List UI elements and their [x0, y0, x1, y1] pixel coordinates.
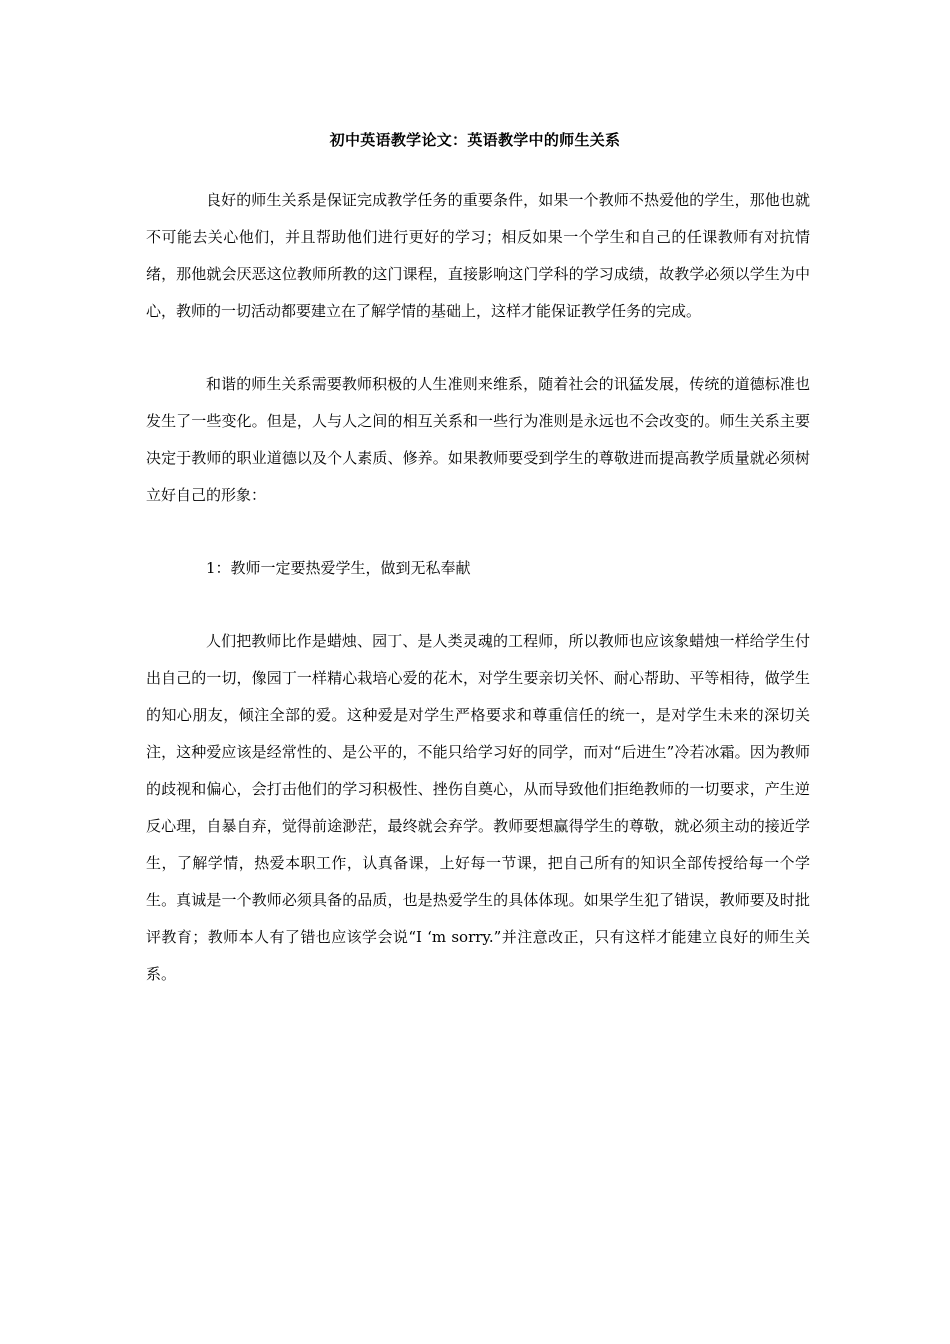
document-body — [146, 182, 810, 993]
document-title: 初中英语教学论文：英语教学中的师生关系 — [329, 131, 621, 149]
paragraph-harmony: 和谐的师生关系需要教师积极的人生准则来维系，随着社会的讯猛发展，传统的道德标准也发生了一些变化。但是，人与人之间的相互关系和一些行为准则是永远也不会改变的。师生关系主要决定于教师的职业道德以及个人素质、修养。如果教师要受到学生的尊敬进而提高教学质量就必须树立好自己的形象： — [146, 375, 810, 504]
section-heading-1: 1：教师一定要热爱学生，做到无私奉献 — [206, 559, 471, 577]
paragraph-intro: 良好的师生关系是保证完成教学任务的重要条件，如果一个教师不热爱他的学生，那他也就不可能去关心他们，并且帮助他们进行更好的学习；相反如果一个学生和自己的任课教师有对抗情绪，那他就会厌恶这位教师所教的这门课程，直接影响这门学科的学习成绩，故教学必须以学生为中心，教师的一切活动都要建立在了解学情的基础上，这样才能保证教学任务的完成。 — [146, 191, 810, 320]
paragraph-love-students: 人们把教师比作是蜡烛、园丁、是人类灵魂的工程师，所以教师也应该象蜡烛一样给学生付出自己的一切，像园丁一样精心栽培心爱的花木，对学生要亲切关怀、耐心帮助、平等相待，做学生的知心朋友，倾注全部的爱。这种爱是对学生严格要求和尊重信任的统一，是对学生未来的深切关注，这种爱应该是经常性的、是公平的，不能只给学习好的同学，而对“后进生”冷若冰霜。因为教师的歧视和偏心，会打击他们的学习积极性、挫伤自奠心，从而导致他们拒绝教师的一切要求，产生逆反心理，自暴自弃，觉得前途渺茫，最终就会弃学。教师要想赢得学生的尊敬，就必须主动的接近学生，了解学情，热爱本职工作，认真备课，上好每一节课，把自己所有的知识全部传授给每一个学生。真诚是一个教师必须具备的品质，也是热爱学生的具体体现。如果学生犯了错误，教师要及时批评教育；教师本人有了错也应该学会说“I ‘m sorry.”并注意改正，只有这样才能建立良好的师生关系。 — [146, 632, 810, 983]
